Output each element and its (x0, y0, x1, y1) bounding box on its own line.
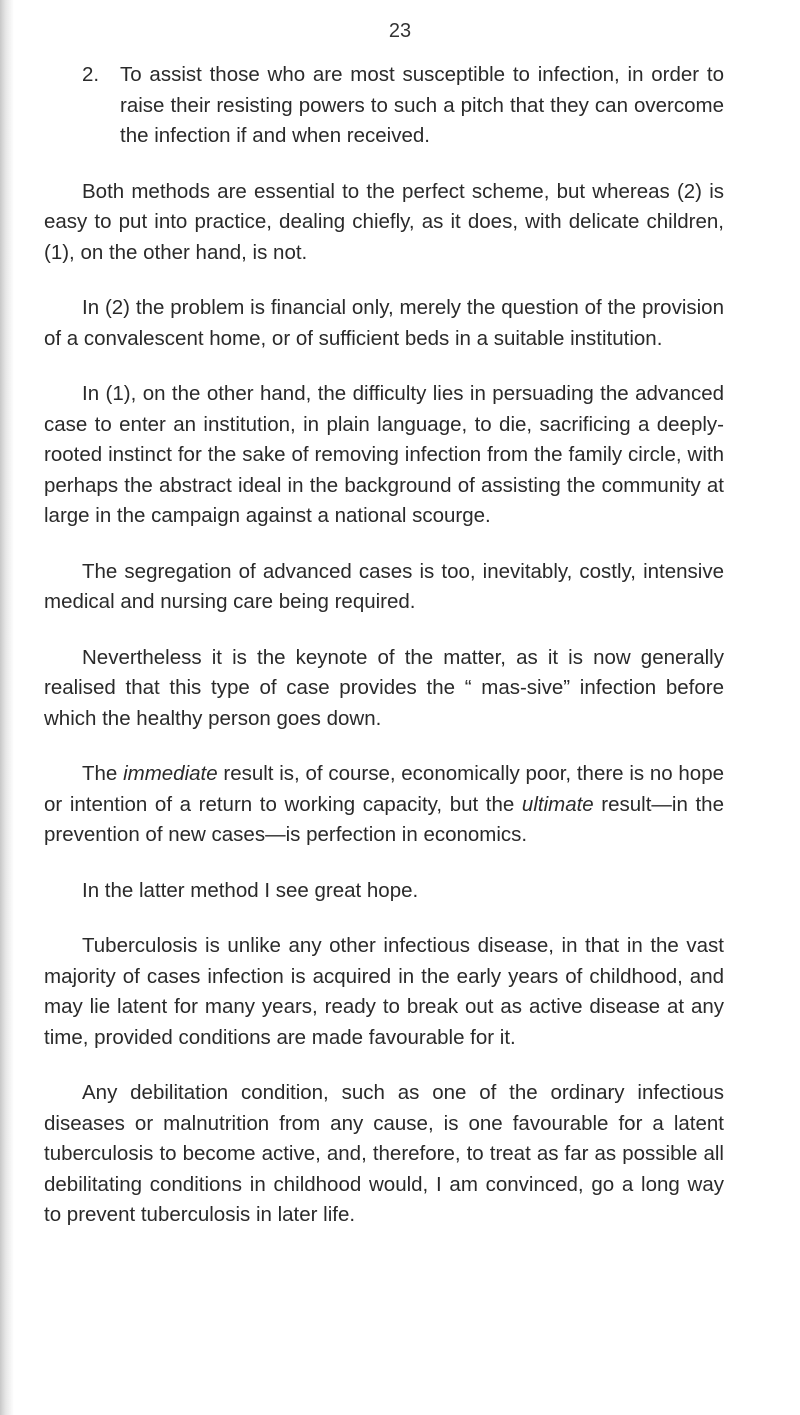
item-text: To assist those who are most susceptible to infection, in order to raise their resisting powers to such a pitch that they can overcome the infection if and when received. (120, 63, 724, 147)
paragraph-segregation: The segregation of advanced cases is too, inevitably, costly, intensive medical and nursing care being required. (44, 559, 724, 613)
immediate-emphasis: immediate (123, 762, 218, 785)
paragraph-tuberculosis: Tuberculosis is unlike any other infectious disease, in that in the vast majority of cases infection is acquired in the early years of childhood, and may lie latent for many years, ready to break out as active disease at any time, provided conditions are made favourable for it. (44, 934, 724, 1049)
result-text-1: The (82, 762, 124, 785)
ultimate-emphasis: ultimate (521, 792, 594, 816)
page-number: 23 (388, 20, 412, 42)
result-text-2: result is, of course, economically poor, there is no hope or intention of a return to working capacity, but the (44, 762, 725, 816)
paragraph-difficulty: In (1), on the other hand, the difficulty lies in persuading the advanced case to enter an institution, in plain language, to die, sacrificing a deeply-rooted instinct for the sake of removing infection from the family circle, with perhaps the abstract ideal in the background of assisting the community at large in the campaign against a national scourge. (44, 382, 724, 527)
page-edge-shadow (0, 0, 14, 1415)
paragraph-debilitation: Any debilitation condition, such as one of the ordinary infectious diseases or malnutrition from any cause, is one favourable for a latent tuberculosis to become active, and, therefore, to treat as far as possible all debilitating conditions in childhood would, I am convinced, go a long way to prevent tuberculosis in later life. (44, 1081, 724, 1226)
result-text-3: result—in the prevention of new cases—is perfection in economics. (44, 792, 724, 846)
paragraph-hope: In the latter method I see great hope. (82, 878, 419, 902)
paragraph-problem-financial: In (2) the problem is financial only, merely the question of the provision of a convalescent home, or of sufficient beds in a suitable institution. (44, 296, 724, 350)
paragraph-result (44, 759, 724, 851)
item-number: 2. (82, 63, 100, 86)
paragraph-both-methods: Both methods are essential to the perfect scheme, but whereas (2) is easy to put into practice, dealing chiefly, as it does, with delicate children, (1), on the other hand, is not. (44, 179, 724, 264)
paragraph-keynote: Nevertheless it is the keynote of the matter, as it is now generally realised that this type of case provides the “ mas-sive” infection before which the healthy person goes down. (44, 645, 724, 730)
numbered-item-2 (82, 60, 724, 152)
page-body (44, 60, 724, 1256)
